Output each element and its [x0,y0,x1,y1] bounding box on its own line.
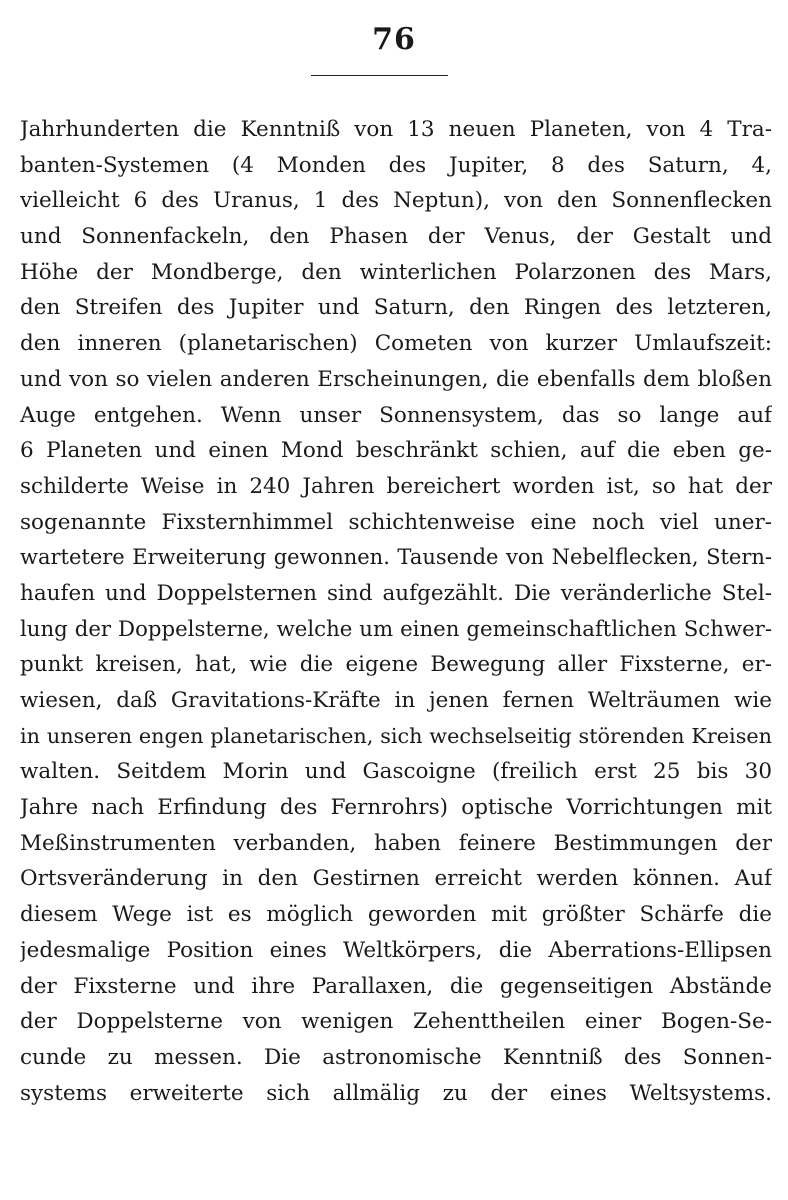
header-rule [311,75,448,76]
text-line: Jahre nach Erfindung des Fernrohrs) optische Vorrichtungen mit [20,795,772,821]
text-line: jedesmalige Position eines Weltkörpers, die Aberrations-Ellipsen [20,937,772,963]
text-line: Höhe der Mondberge, den winterlichen Polarzonen des Mars, [20,259,772,285]
text-line: vielleicht 6 des Uranus, 1 des Neptun), von den Sonnenflecken [20,188,772,214]
text-line: der Fixsterne und ihre Parallaxen, die gegenseitigen Abstände [20,973,772,999]
text-line: cunde zu messen. Die astronomische Kenntniß des Sonnen- [20,1044,772,1070]
text-line: haufen und Doppelsternen sind aufgezählt. Die veränderliche Stel- [20,580,772,606]
text-line: systems erweiterte sich allmälig zu der eines Weltsystems. [20,1080,772,1106]
text-line: schilderte Weise in 240 Jahren bereichert worden ist, so hat der [20,473,772,499]
text-line: 6 Planeten und einen Mond beschränkt schien, auf die eben ge- [20,438,772,464]
text-line: wiesen, daß Gravitations-Kräfte in jenen fernen Welträumen wie [20,688,772,713]
text-line: wartetere Erweiterung gewonnen. Tausende von Nebelflecken, Stern- [20,545,772,570]
text-line: und von so vielen anderen Erscheinungen, die ebenfalls dem bloßen [20,366,772,392]
text-line: lung der Doppelsterne, welche um einen gemeinschaftlichen Schwer- [20,616,772,642]
text-line: den Streifen des Jupiter und Saturn, den Ringen des letzteren, [20,295,772,321]
text-line: und Sonnenfackeln, den Phasen der Venus, der Gestalt und [20,224,772,250]
body-text [20,112,772,1111]
text-line: sogenannte Fixsternhimmel schichtenweise eine noch viel uner- [20,509,772,535]
text-line: diesem Wege ist es möglich geworden mit größter Schärfe die [20,902,772,928]
text-line: Jahrhunderten die Kenntniß von 13 neuen Planeten, von 4 Tra- [20,117,772,142]
text-line: walten. Seitdem Morin und Gascoigne (freilich erst 25 bis 30 [20,759,772,785]
text-line: banten-Systemen (4 Monden des Jupiter, 8 des Saturn, 4, [20,152,772,178]
text-line: punkt kreisen, hat, wie die eigene Bewegung aller Fixsterne, er- [20,652,772,678]
text-line: Meßinstrumenten verbanden, haben feinere Bestimmungen der [20,830,772,856]
text-line: in unseren engen planetarischen, sich wechselseitig störenden Kreisen [20,723,772,748]
text-line: Auge entgehen. Wenn unser Sonnensystem, das so lange auf [20,402,772,428]
text-line: Ortsveränderung in den Gestirnen erreicht werden können. Auf [20,866,772,892]
text-line: den inneren (planetarischen) Cometen von kurzer Umlaufszeit: [20,331,772,357]
text-line: der Doppelsterne von wenigen Zehenttheilen einer Bogen-Se- [20,1009,772,1035]
page-number: 76 [372,22,416,57]
